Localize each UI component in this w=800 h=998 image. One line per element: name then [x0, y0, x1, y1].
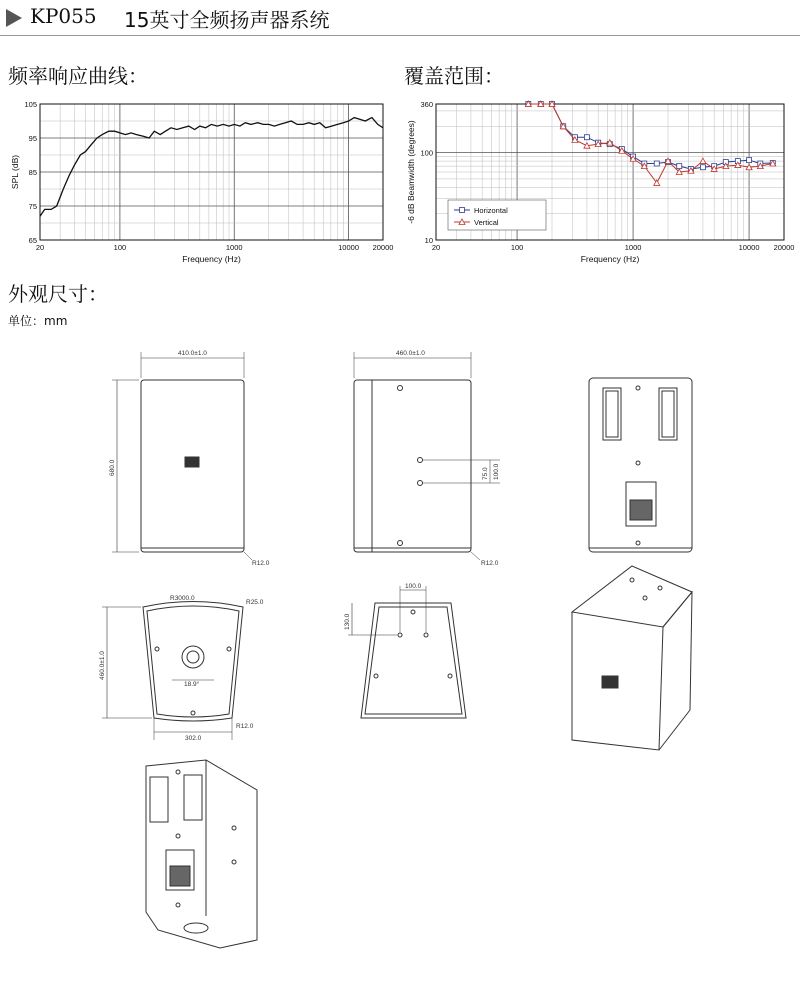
- data-point: [584, 135, 589, 140]
- rear-isometric-view-drawing: [146, 760, 257, 948]
- top-back-width-label: 302.0: [185, 735, 202, 742]
- legend-label: Horizontal: [474, 206, 508, 215]
- top-angle-label: 18.9°: [184, 681, 200, 688]
- x-tick-label: 20: [431, 243, 441, 252]
- y-tick-label: 360: [420, 100, 433, 109]
- y-tick-label: 75: [28, 202, 37, 211]
- legend-label: Vertical: [474, 218, 499, 227]
- section-title-dimensions: 外观尺寸：: [8, 282, 108, 306]
- top-r3000-label: R3000.0: [170, 595, 195, 602]
- y-tick-label: 10: [424, 236, 433, 245]
- x-axis-label: Frequency (Hz): [182, 254, 241, 264]
- side-width-label: 460.0±1.0: [396, 350, 425, 357]
- unit-label: 单位：mm: [8, 314, 68, 328]
- front-radius-label: R12.0: [252, 560, 270, 567]
- data-point: [747, 158, 752, 163]
- side-view-drawing: [354, 352, 500, 560]
- front-width-label: 410.0±1.0: [178, 350, 207, 357]
- bottom-depth-label: 130.0: [344, 613, 351, 630]
- isometric-view-drawing: [572, 566, 692, 750]
- y-axis-label: -6 dB Beamwidth (degrees): [406, 120, 416, 224]
- section-title-coverage: 覆盖范围：: [404, 64, 504, 88]
- top-view-drawing: [102, 602, 243, 741]
- side-dim-75-label: 75.0: [482, 467, 489, 480]
- section-title-frequency-response: 频率响应曲线：: [8, 64, 148, 88]
- x-axis-label: Frequency (Hz): [580, 254, 640, 264]
- x-tick-label: 100: [113, 243, 127, 252]
- x-tick-label: 20: [35, 243, 45, 252]
- top-r25-label: R25.0: [246, 599, 264, 606]
- dimension-drawings: [0, 330, 800, 998]
- y-axis-label: SPL (dB): [10, 154, 20, 190]
- x-tick-label: 10000: [338, 243, 360, 252]
- bottom-view-drawing: [348, 586, 466, 718]
- x-tick-label: 1000: [225, 243, 243, 252]
- data-point: [654, 161, 659, 166]
- back-view-drawing: [589, 378, 692, 552]
- y-tick-label: 95: [28, 134, 37, 143]
- y-tick-label: 105: [24, 100, 37, 109]
- frequency-response-chart: [0, 92, 395, 272]
- x-tick-label: 10000: [738, 243, 760, 252]
- side-radius-label: R12.0: [481, 560, 499, 567]
- y-tick-label: 85: [28, 168, 37, 177]
- series-line: [40, 118, 383, 217]
- side-dim-100-label: 100.0: [493, 463, 500, 480]
- x-tick-label: 20000: [372, 243, 394, 252]
- top-radius-label: R12.0: [236, 723, 254, 730]
- top-depth-label: 460.0±1.0: [99, 651, 106, 680]
- front-height-label: 680.0: [109, 459, 116, 476]
- x-tick-label: 20000: [773, 243, 795, 252]
- data-point: [677, 164, 682, 169]
- model-number: KP055: [30, 4, 97, 28]
- y-tick-label: 65: [28, 236, 37, 245]
- bottom-width-label: 100.0: [405, 583, 422, 590]
- coverage-chart: [398, 92, 800, 272]
- header-arrow-icon: [6, 9, 22, 27]
- product-name: 15英寸全频扬声器系统: [124, 8, 330, 32]
- page-header: [0, 0, 800, 38]
- x-tick-label: 1000: [624, 243, 642, 252]
- x-tick-label: 100: [510, 243, 524, 252]
- legend-marker: [460, 208, 465, 213]
- front-view-drawing: [112, 352, 252, 560]
- series-line: [528, 104, 773, 183]
- header-divider: [0, 35, 800, 36]
- data-point: [700, 165, 705, 170]
- y-tick-label: 100: [420, 148, 433, 158]
